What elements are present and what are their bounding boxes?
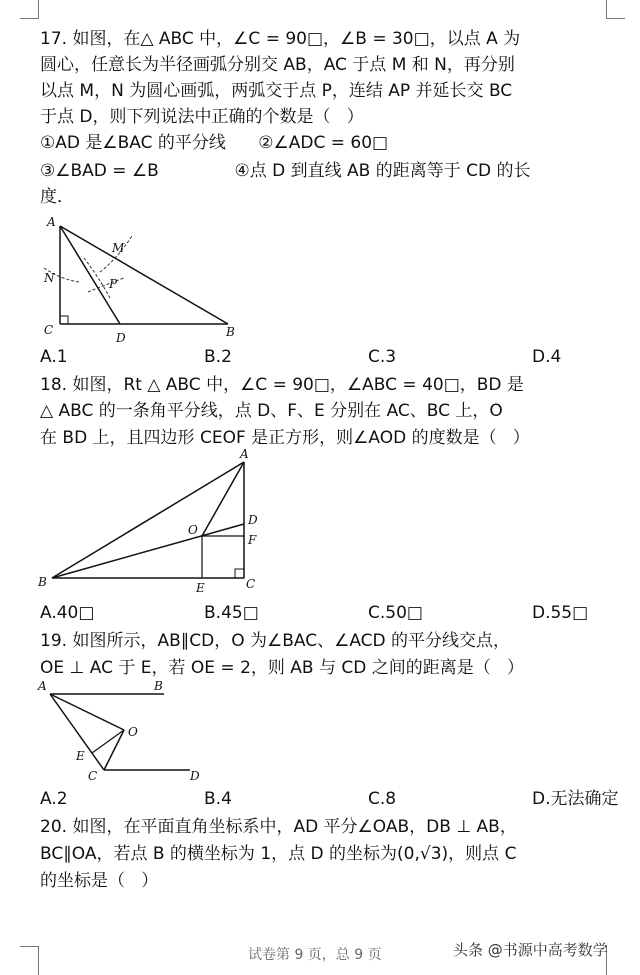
q17-line-1: 17. 如图，在△ ABC 中，∠C = 90□，∠B = 30□，以点 A 为	[40, 29, 521, 49]
q19-line-2: OE ⊥ AC 于 E，若 OE = 2，则 AB 与 CD 之间的距离是（ ）	[40, 658, 524, 678]
q18-line-1: 18. 如图，Rt △ ABC 中，∠C = 90□，∠ABC = 40□，BD 是	[40, 375, 524, 395]
q20-line-1: 20. 如图，在平面直角坐标系中，AD 平分∠OAB，DB ⊥ AB，	[40, 817, 517, 837]
q17-label-a: A	[47, 215, 56, 229]
q17-option-d: D.4	[532, 347, 562, 367]
q19-label-a: A	[38, 679, 47, 693]
q18-label-e: E	[196, 581, 205, 595]
q19-figure	[36, 676, 216, 786]
q17-option-b: B.2	[204, 347, 232, 367]
watermark-brand: 头条 @书源中高考数学	[453, 941, 608, 959]
q17-line-2: 圆心，任意长为半径画弧分别交 AB，AC 于点 M 和 N，再分别	[40, 55, 515, 75]
q18-label-a: A	[240, 447, 249, 461]
q17-label-b: B	[226, 325, 235, 339]
q18-label-d: D	[248, 513, 258, 527]
q17-line-7: 度．	[40, 187, 74, 207]
q20-line-3: 的坐标是（ ）	[40, 871, 159, 891]
crop-mark-top-left-h	[20, 18, 39, 19]
q17-line-5: ①AD 是∠BAC 的平分线 ②∠ADC = 60□	[40, 133, 389, 153]
q19-label-b: B	[154, 679, 163, 693]
q17-line-6: ③∠BAD = ∠B ④点 D 到直线 AB 的距离等于 CD 的长	[40, 161, 531, 181]
q17-label-n: N	[44, 271, 55, 285]
q17-figure	[38, 212, 248, 347]
q17-label-m: M	[112, 241, 125, 255]
q17-option-c: C.3	[368, 347, 397, 367]
q18-label-o: O	[188, 523, 198, 537]
crop-mark-top-left	[38, 0, 39, 18]
q18-figure	[36, 446, 268, 598]
q17-label-p: P	[109, 277, 118, 291]
crop-mark-bottom-left-h	[20, 946, 39, 947]
q19-label-d: D	[190, 769, 200, 783]
q17-option-a: A.1	[40, 347, 68, 367]
q19-label-c: C	[88, 769, 98, 783]
q19-label-o: O	[128, 725, 138, 739]
q18-option-a: A.40□	[40, 603, 95, 623]
q17-label-c: C	[44, 323, 54, 337]
page-footer: 试卷第 9 页，总 9 页	[248, 947, 382, 963]
crop-mark-bottom-left	[38, 946, 39, 975]
q18-option-d: D.55□	[532, 603, 589, 623]
q19-option-b: B.4	[204, 789, 232, 809]
q19-option-d: D.无法确定	[532, 789, 619, 809]
q18-line-2: △ ABC 的一条角平分线，点 D、F、E 分别在 AC、BC 上，O	[40, 401, 503, 421]
q18-option-c: C.50□	[368, 603, 423, 623]
q18-label-b: B	[38, 575, 47, 589]
q19-label-e: E	[76, 749, 85, 763]
q19-line-1: 19. 如图所示，AB∥CD，O 为∠BAC、∠ACD 的平分线交点，	[40, 631, 511, 651]
q19-option-c: C.8	[368, 789, 397, 809]
q18-line-3: 在 BD 上，且四边形 CEOF 是正方形，则∠AOD 的度数是（ ）	[40, 428, 530, 448]
crop-mark-top-right	[606, 0, 607, 18]
q17-line-3: 以点 M，N 为圆心画弧，两弧交于点 P，连结 AP 并延长交 BC	[40, 81, 513, 101]
crop-mark-top-right-h	[606, 18, 625, 19]
q19-option-a: A.2	[40, 789, 68, 809]
q18-label-c: C	[246, 577, 256, 591]
q18-option-b: B.45□	[204, 603, 259, 623]
q20-line-2: BC∥OA，若点 B 的横坐标为 1，点 D 的坐标为(0,√3)，则点 C	[40, 844, 517, 864]
q17-line-4: 于点 D，则下列说法中正确的个数是（ ）	[40, 107, 364, 127]
q18-label-f: F	[248, 533, 257, 547]
q17-label-d: D	[116, 331, 126, 345]
